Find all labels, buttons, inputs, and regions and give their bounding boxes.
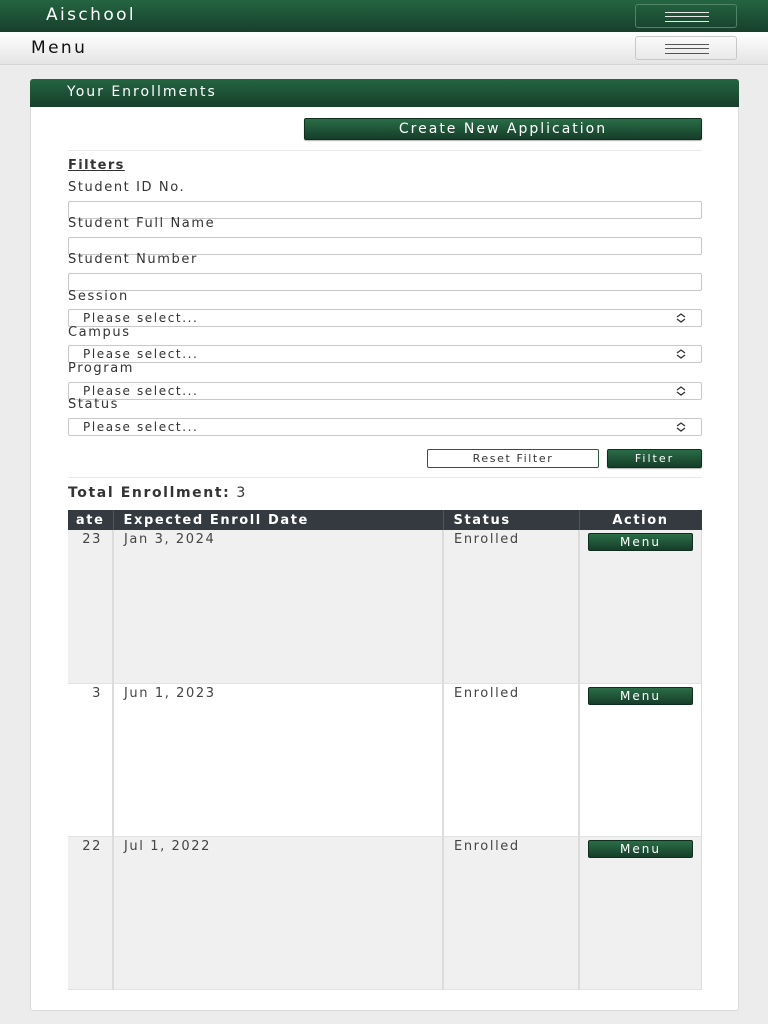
cell-status: Enrolled (443, 530, 579, 683)
cell-date: 22 (68, 836, 113, 989)
cell-action (579, 683, 702, 836)
student-id-label: Student ID No. (68, 180, 186, 195)
session-select-value: Please select... (83, 311, 199, 325)
campus-select[interactable] (68, 345, 702, 363)
enrollments-panel (30, 79, 739, 1011)
panel-title: Your Enrollments (67, 84, 217, 100)
table-row (68, 530, 702, 683)
status-label: Status (68, 397, 120, 412)
divider (68, 477, 702, 478)
secondary-nav-toggle-button[interactable] (635, 36, 737, 60)
program-select[interactable] (68, 382, 702, 400)
menu-label: Menu (31, 38, 88, 58)
hamburger-icon (665, 44, 709, 54)
column-header-action: Action (579, 510, 702, 530)
cell-expected-enroll-date: Jul 1, 2022 (113, 836, 443, 989)
select-arrows-icon (675, 349, 687, 359)
table-row (68, 836, 702, 989)
table-row (68, 683, 702, 836)
filters-heading: Filters (68, 158, 125, 173)
cell-date: 23 (68, 530, 113, 683)
cell-action (579, 836, 702, 989)
row-menu-button[interactable]: Menu (588, 840, 693, 858)
cell-action (579, 530, 702, 683)
enrollments-table (68, 510, 702, 990)
total-enrollment (68, 485, 247, 501)
cell-date: 3 (68, 683, 113, 836)
create-new-application-button[interactable]: Create New Application (304, 118, 702, 140)
cell-expected-enroll-date: Jan 3, 2024 (113, 530, 443, 683)
student-number-input[interactable] (68, 273, 702, 291)
hamburger-icon (665, 12, 709, 22)
campus-select-value: Please select... (83, 347, 199, 361)
secondary-navbar (0, 32, 768, 65)
select-arrows-icon (675, 313, 687, 323)
total-enrollment-label: Total Enrollment: (68, 485, 231, 501)
cell-status: Enrolled (443, 683, 579, 836)
table-header-row (68, 510, 702, 530)
session-select[interactable] (68, 309, 702, 327)
campus-label: Campus (68, 325, 131, 340)
row-menu-button[interactable]: Menu (588, 687, 693, 705)
enrollments-table-scroll[interactable] (68, 510, 702, 990)
student-full-name-label: Student Full Name (68, 216, 216, 231)
divider (68, 150, 702, 151)
total-enrollment-value: 3 (236, 485, 247, 501)
row-menu-button[interactable]: Menu (588, 533, 693, 551)
select-arrows-icon (675, 422, 687, 432)
filter-button[interactable]: Filter (607, 449, 702, 468)
column-header-status[interactable]: Status (443, 510, 579, 530)
select-arrows-icon (675, 386, 687, 396)
session-label: Session (68, 289, 129, 304)
brand-logo[interactable]: Aischool (46, 5, 137, 25)
top-navbar (0, 0, 768, 32)
top-nav-toggle-button[interactable] (635, 4, 737, 28)
status-select-value: Please select... (83, 420, 199, 434)
student-number-label: Student Number (68, 252, 198, 267)
column-header-date[interactable]: ate (68, 510, 113, 530)
cell-expected-enroll-date: Jun 1, 2023 (113, 683, 443, 836)
program-select-value: Please select... (83, 384, 199, 398)
column-header-expected-enroll-date[interactable]: Expected Enroll Date (113, 510, 443, 530)
reset-filter-button[interactable]: Reset Filter (427, 449, 599, 468)
status-select[interactable] (68, 418, 702, 436)
program-label: Program (68, 361, 135, 376)
panel-header (30, 79, 739, 107)
cell-status: Enrolled (443, 836, 579, 989)
